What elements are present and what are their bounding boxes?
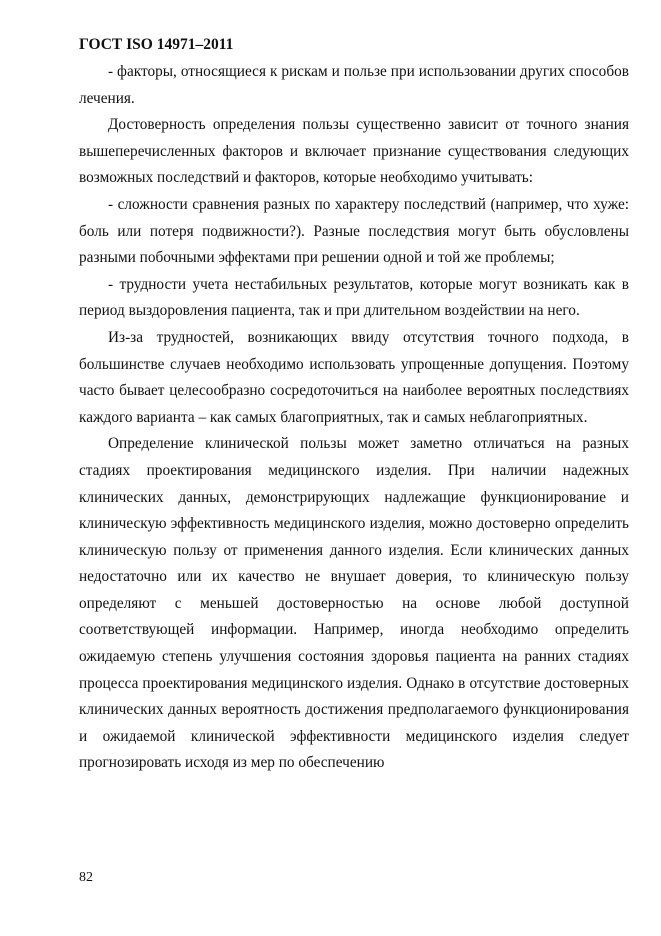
paragraph-1: - факторы, относящиеся к рискам и пользе при использовании других способов лечения. [79, 63, 629, 107]
paragraph-4: - трудности учета нестабильных результатов, которые могут возникать как в период выздоровления пациента, так и при длительном воздействии на него. [79, 275, 629, 320]
paragraph-6: Определение клинической пользы может заметно отличаться на разных стадиях проектирования медицинского изделия. При наличии надежных клинических данных, демонстрирующих надлежащие функционирование и клиническую эффективность медицинского изделия, можно достоверно определить клиническую пользу от применения данного изделия. Если клинических данных недостаточно или их качество не внушает доверия, то клиническую пользу определяют с меньшей достоверностью на основе любой доступной соответствующей информации. Например, иногда необходимо определить ожидаемую степень улучшения состояния здоровья пациента на ранних стадиях процесса проектирования медицинского изделия. Однако в отсутствие достоверных клинических данных вероятность достижения предполагаемого функционирования и ожидаемой клинической эффективности медицинского изделия следует прогнозировать исходя из мер по обеспечению [79, 435, 629, 772]
paragraph-2: Достоверность определения пользы существенно зависит от точного знания вышеперечисленных факторов и включает признание существования следующих возможных последствий и факторов, которые необходимо учитывать: [79, 116, 629, 187]
page-number: 82 [79, 870, 93, 885]
document-header: ГОСТ ISO 14971–2011 [79, 36, 234, 53]
document-body [79, 59, 629, 777]
paragraph-3: - сложности сравнения разных по характеру последствий (например, что хуже: боль или потеря подвижности?). Разные последствия могут быть обусловлены разными побочными эффектами при решении одной и той же проблемы; [79, 195, 629, 267]
paragraph-5: Из-за трудностей, возникающих ввиду отсутствия точного подхода, в большинстве случаев необходимо использовать упрощенные допущения. Поэтому часто бывает целесообразно сосредоточиться на наиболее вероятных последствиях каждого варианта – как самых благоприятных, так и самых неблагоприятных. [79, 328, 629, 426]
